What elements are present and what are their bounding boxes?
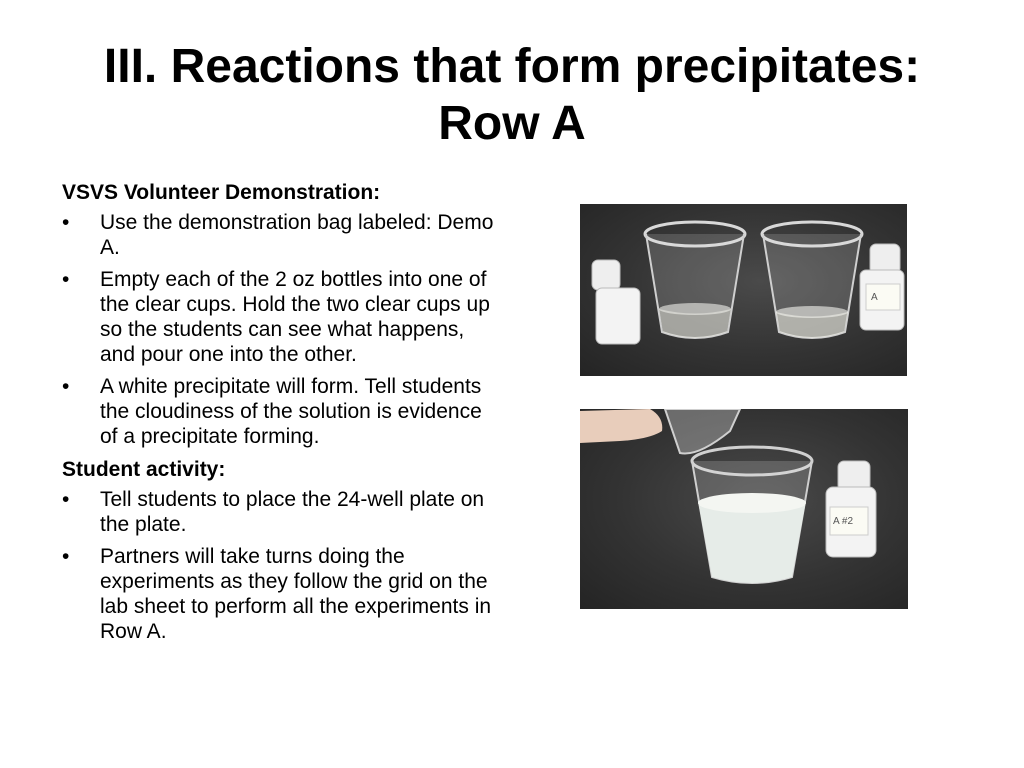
list-item-text: Tell students to place the 24-well plate on the plate. <box>100 488 485 536</box>
bullet-icon: • <box>62 545 70 568</box>
bottle-label: A #2 <box>833 516 854 527</box>
title-line-2: Row A <box>438 97 586 150</box>
list-item-text: Use the demonstration bag labeled: Demo A. <box>100 211 494 259</box>
photo-illustration <box>580 409 908 609</box>
bottle-label: A <box>871 292 878 303</box>
demo-photo-two-cups <box>580 204 907 376</box>
list-item-text: Partners will take turns doing the experiments as they follow the grid on the lab sheet to perform all the experiments in Row A. <box>100 545 492 643</box>
slide-body <box>62 180 502 651</box>
slide-title <box>40 38 984 152</box>
demo-photo-pouring <box>580 409 908 609</box>
bullet-icon: • <box>62 268 70 291</box>
list-item <box>62 210 502 260</box>
list-item-text: Empty each of the 2 oz bottles into one of the clear cups. Hold the two clear cups up so the students can see what happens, and pour one into the other. <box>100 268 490 366</box>
volunteer-list <box>62 210 502 449</box>
list-item <box>62 544 502 644</box>
right-cup <box>762 222 862 338</box>
photo-illustration <box>580 204 907 376</box>
right-bottle <box>826 461 876 557</box>
right-bottle <box>860 244 904 330</box>
bullet-icon: • <box>62 488 70 511</box>
list-item <box>62 374 502 449</box>
left-cup <box>645 222 745 338</box>
student-heading: Student activity: <box>62 458 226 481</box>
student-list <box>62 487 502 644</box>
list-item <box>62 487 502 537</box>
volunteer-heading: VSVS Volunteer Demonstration: <box>62 181 381 204</box>
bullet-icon: • <box>62 375 70 398</box>
bullet-icon: • <box>62 211 70 234</box>
left-bottle <box>592 260 640 344</box>
hand <box>580 409 662 443</box>
list-item <box>62 267 502 367</box>
list-item-text: A white precipitate will form. Tell students the cloudiness of the solution is evidence of a precipitate forming. <box>100 375 482 448</box>
cloudy-cup <box>692 447 812 583</box>
title-line-1: III. Reactions that form precipitates: <box>103 40 921 93</box>
